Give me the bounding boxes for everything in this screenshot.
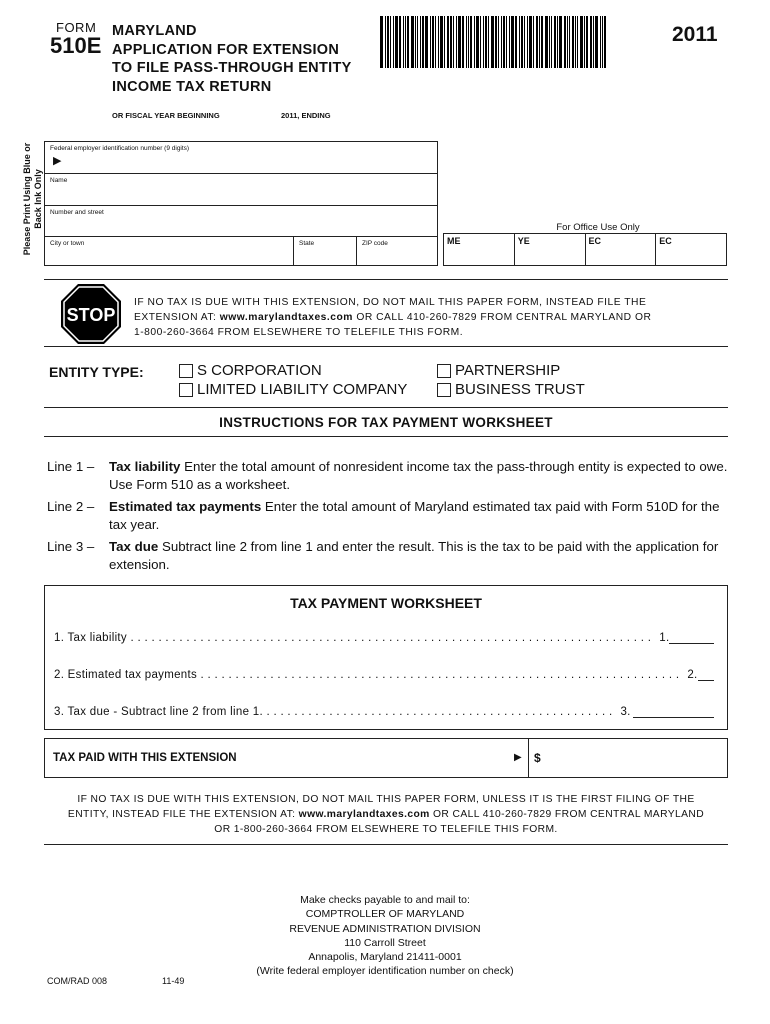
barcode-bar [533,16,534,68]
barcode-bar [559,16,562,68]
state-field[interactable] [294,237,357,266]
form-number: 510E [50,33,102,58]
barcode-bar [485,16,487,68]
notice-text: OR CALL 410-260-7829 FROM CENTRAL MARYLAND [429,809,705,820]
barcode-bar [509,16,510,68]
tax-due-input[interactable] [633,706,714,718]
fein-field[interactable] [45,142,437,174]
mailing-line: (Write federal employer identification number on check) [256,965,514,978]
title-line: APPLICATION FOR EXTENSION [112,41,340,58]
barcode-bar [529,16,532,68]
state-label: State [299,240,315,247]
barcode-bar [390,16,391,68]
notice-text: ENTITY, INSTEAD FILE THE EXTENSION AT: [67,809,299,820]
office-cell-me: ME [444,234,515,265]
barcode-bar [521,16,523,68]
office-cell-ye: YE [515,234,586,265]
barcode-bar [564,16,566,68]
barcode-bar [399,16,401,68]
barcode-bar [572,16,574,68]
barcode-bar [444,16,445,68]
notice-line: IF NO TAX IS DUE WITH THIS EXTENSION, DO NOT MAIL THIS PAPER FORM, UNLESS IT IS THE FIRST FILING OF THE [77,794,695,805]
barcode-bar [393,16,394,68]
barcode-bar [593,16,594,68]
instruction-text [109,498,737,534]
website-link[interactable]: www.marylandtaxes.com [298,809,430,820]
worksheet-title: TAX PAYMENT WORKSHEET [290,595,482,611]
barcode-bar [425,16,428,68]
barcode-bar [440,16,443,68]
barcode-bar [453,16,454,68]
instruction-line [47,498,737,534]
notice-line: OR 1-800-260-3664 FROM ELSEWHERE TO TELEFILE THIS FORM. [214,824,558,835]
stop-sign-text: STOP [66,305,116,325]
office-cell-ec: EC [659,236,672,246]
barcode-bar [577,16,578,68]
divider [44,844,728,845]
barcode-bar [430,16,431,68]
city-field[interactable] [45,237,294,266]
worksheet-row [54,706,714,718]
barcode-bar [524,16,525,68]
instruction-text [109,538,737,574]
notice-line [44,807,728,822]
tax-liability-input[interactable] [669,632,714,644]
stop-line: 1-800-260-3664 FROM ELSEWHERE TO TELEFILE THIS FORM. [134,327,464,338]
barcode-bar [519,16,520,68]
line-number: Line 3 – [47,539,95,554]
barcode-bar [415,16,416,68]
mailing-line: REVENUE ADMINISTRATION DIVISION [289,922,481,935]
form-title [112,22,352,96]
title-line: INCOME TAX RETURN [112,78,272,95]
instructions-title: INSTRUCTIONS FOR TAX PAYMENT WORKSHEET [44,407,728,437]
barcode-bar [422,16,424,68]
checkbox-s-corporation[interactable] [179,362,322,379]
name-label: Name [50,177,68,184]
barcode-bar [545,16,548,68]
barcode-bar [506,16,507,68]
barcode-bar [549,16,550,68]
barcode-bar [476,16,479,68]
worksheet-row [54,632,714,644]
barcode-bar [495,16,497,68]
barcode-bar [462,16,464,68]
barcode-bar [483,16,484,68]
checkbox-icon[interactable] [437,364,451,378]
barcode-bar [450,16,452,68]
mailing-line: Annapolis, Maryland 21411-0001 [308,951,462,964]
tax-paid-label: TAX PAID WITH THIS EXTENSION [53,752,237,764]
row-label: 3. Tax due - Subtract line 2 from line 1. . . . . . . . . . . . . . . . . . . . . . . . . . . . . . . . . . . . . . . . . . . . . . . . . . . [54,706,613,718]
barcode-bar [551,16,552,68]
barcode-bar [536,16,538,68]
barcode-bar [407,16,409,68]
barcode-bar [541,16,543,68]
barcode-bar [387,16,389,68]
fein-label: Federal employer identification number (9 digits) [50,145,190,152]
instruction-text [109,458,737,494]
stop-sign-icon [60,283,122,345]
worksheet-row [54,669,714,681]
checkbox-label: S CORPORATION [197,362,322,379]
fiscal-year-ending: 2011, ENDING [281,111,331,120]
mailing-line: COMPTROLLER OF MARYLAND [305,908,465,921]
barcode-bar [595,16,598,68]
barcode-bar [503,16,505,68]
barcode-bar [403,16,404,68]
barcode-bar [488,16,489,68]
title-line: TO FILE PASS-THROUGH ENTITY [112,60,352,76]
barcode-bar [567,16,568,68]
barcode-bar [539,16,540,68]
website-link[interactable]: www.marylandtaxes.com [219,312,353,323]
barcode-bar [498,16,499,68]
barcode-bar [432,16,434,68]
barcode-bar [575,16,576,68]
divider [528,738,529,778]
instruction-line [47,538,737,574]
barcode-bar [435,16,436,68]
barcode [380,16,652,68]
checkbox-icon[interactable] [179,364,193,378]
ink-note [22,114,44,284]
barcode-bar [405,16,406,68]
barcode-bar [395,16,398,68]
barcode-bar [586,16,588,68]
barcode-bar [590,16,592,68]
barcode-bar [420,16,421,68]
instruction-line [47,458,737,494]
instruction-head: Tax due [109,539,159,554]
form-label: FORM [56,20,97,35]
barcode-bar [458,16,461,68]
checkbox-icon[interactable] [437,383,451,397]
street-label: Number and street [50,209,104,216]
checkbox-label: BUSINESS TRUST [455,381,585,398]
barcode-bar [604,16,606,68]
form-code: COM/RAD 008 [47,976,108,986]
barcode-bar [527,16,528,68]
barcode-bar [417,16,418,68]
row-label: 2. Estimated tax payments . . . . . . . . . . . . . . . . . . . . . . . . . . . . . . . . . . . . . . . . . . . . . . . . . . . . . . . . . . . . . . . . . . . . . [54,669,680,681]
instruction-body: Subtract line 2 from line 1 and enter the result. This is the tax to be paid with the application for extension. [109,539,719,572]
barcode-bar [447,16,449,68]
barcode-bar [600,16,601,68]
row-label-text: 1. Tax liability [54,632,127,644]
barcode-bar [491,16,494,68]
city-label: City or town [50,240,85,247]
stop-notice-text [134,295,714,340]
instruction-body: Enter the total amount of nonresident income tax the pass-through entity is expected to owe. Use Form 510 as a worksheet. [109,459,728,492]
barcode-bar [501,16,502,68]
checkbox-business-trust[interactable] [437,381,585,398]
instruction-head: Tax liability [109,459,181,474]
row-number: 3. [620,706,631,718]
barcode-bar [584,16,585,68]
barcode-bar [438,16,439,68]
barcode-bar [466,16,467,68]
row-number: 1. [659,632,670,644]
barcode-bar [602,16,603,68]
barcode-bar [411,16,414,68]
tax-year: 2011 [672,23,718,46]
revision-code: 11-49 [162,976,185,986]
mailing-address [180,893,590,979]
tax-paid-amount-input[interactable]: $ [534,751,541,765]
barcode-bar [380,16,383,68]
barcode-bar [554,16,556,68]
checkbox-icon[interactable] [179,383,193,397]
office-use-label: For Office Use Only [556,222,640,233]
title-line: MARYLAND [112,23,197,39]
checkbox-label: LIMITED LIABILITY COMPANY [197,381,408,398]
barcode-bar [511,16,514,68]
barcode-bar [474,16,475,68]
row-label: 1. Tax liability . . . . . . . . . . . . . . . . . . . . . . . . . . . . . . . . . . . . . . . . . . . . . . . . . . . . . . . . . . . . . . . . . . . . . . . . . . . [54,632,652,644]
row-label-text: 3. Tax due - Subtract line 2 from line 1. [54,706,263,718]
stop-text: EXTENSION AT: [134,312,220,323]
street-field[interactable] [45,206,437,237]
instruction-head: Estimated tax payments [109,499,262,514]
line-number: Line 1 – [47,459,95,474]
arrow-right-icon: ▶ [514,752,522,763]
barcode-bar [580,16,583,68]
barcode-bar [470,16,472,68]
barcode-bar [468,16,469,68]
ink-note-line: Please Print Using Blue or [22,142,32,256]
zip-label: ZIP code [362,240,388,247]
barcode-bar [456,16,457,68]
mailing-line: 110 Carroll Street [344,936,426,949]
stop-line: IF NO TAX IS DUE WITH THIS EXTENSION, DO NOT MAIL THIS PAPER FORM, INSTEAD FILE THE [134,297,647,308]
barcode-bar [515,16,517,68]
no-tax-notice [44,792,728,837]
fiscal-year-beginning: OR FISCAL YEAR BEGINNING [112,111,220,120]
zip-field[interactable] [357,237,437,266]
arrow-right-icon: ▶ [53,155,62,167]
mailing-line: Make checks payable to and mail to: [300,894,470,906]
instruction-body: Enter the total amount of Maryland estimated tax paid with Form 510D for the tax year. [109,499,720,532]
line-number: Line 2 – [47,499,95,514]
barcode-bar [569,16,570,68]
stop-line [134,310,714,325]
barcode-bar [480,16,481,68]
barcode-bar [557,16,558,68]
office-use-box [443,233,727,266]
row-number: 2. [687,669,698,681]
city-state-zip-row [45,237,437,266]
ink-note-line: Back Ink Only [33,169,43,229]
identification-box [44,141,438,266]
barcode-bar [385,16,386,68]
checkbox-llc[interactable] [179,381,407,398]
estimated-payments-input[interactable] [698,669,714,681]
row-label-text: 2. Estimated tax payments [54,669,198,681]
office-cell-ec: EC [586,234,657,265]
entity-type-label: ENTITY TYPE: [49,364,144,380]
checkbox-partnership[interactable] [437,362,560,379]
name-field[interactable] [45,174,437,206]
stop-text: OR CALL 410-260-7829 FROM CENTRAL MARYLAND OR [352,312,652,323]
checkbox-label: PARTNERSHIP [455,362,561,379]
